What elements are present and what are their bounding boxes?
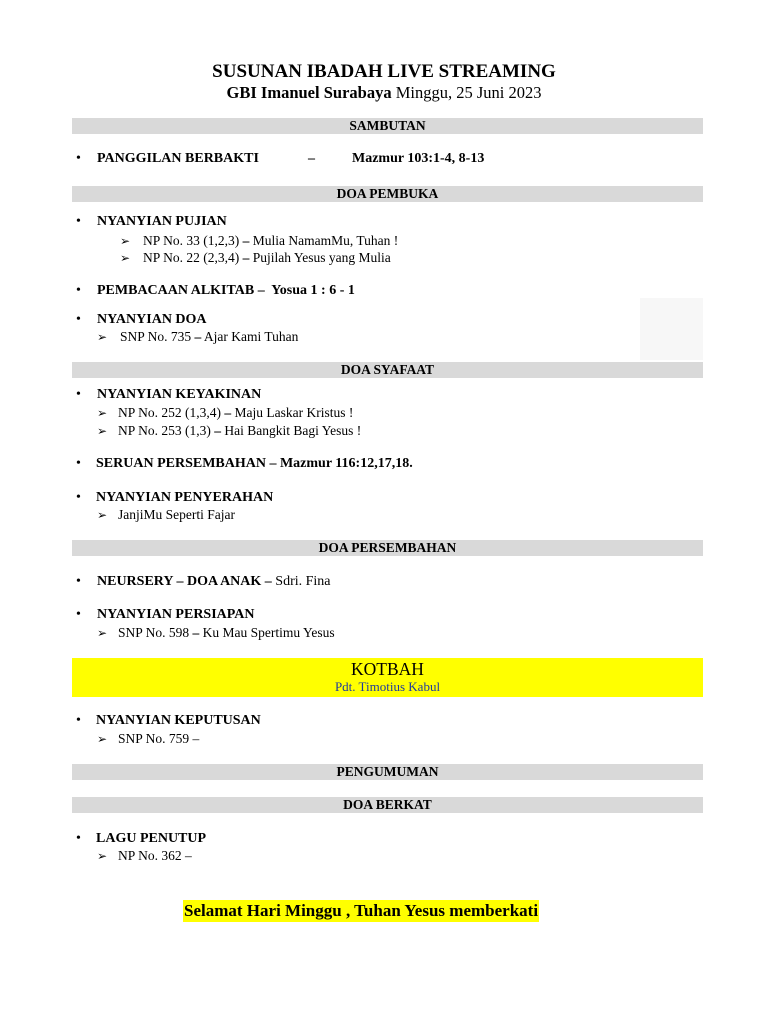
kotbah-block: [72, 658, 703, 697]
arrow-icon: ➢: [97, 424, 108, 438]
bullet-icon: •: [76, 490, 81, 505]
arrow-icon: ➢: [120, 251, 131, 265]
arrow-icon: ➢: [120, 234, 131, 248]
item-label: PANGGILAN BERBAKTI: [97, 151, 259, 166]
item-panggilan-dash: –: [308, 151, 315, 166]
page-subtitle: [0, 83, 768, 103]
arrow-icon: ➢: [97, 626, 108, 640]
bullet-icon: •: [76, 831, 81, 846]
bullet-icon: •: [76, 607, 81, 622]
song-item: SNP No. 735 – Ajar Kami Tuhan: [120, 329, 299, 344]
bullet-icon: •: [76, 713, 81, 728]
bullet-icon: •: [76, 214, 81, 229]
item-panggilan-ref: Mazmur 103:1-4, 8-13: [352, 151, 485, 166]
bullet-icon: •: [76, 283, 81, 298]
arrow-icon: ➢: [97, 508, 108, 522]
item-neursery: NEURSERY – DOA ANAK – Sdri. Fina: [97, 574, 331, 589]
closing-message: Selamat Hari Minggu , Tuhan Yesus memberkati: [184, 901, 539, 920]
section-pengumuman: PENGUMUMAN: [72, 764, 703, 780]
arrow-icon: ➢: [97, 849, 108, 863]
bullet-icon: •: [76, 456, 81, 471]
song-item: NP No. 22 (2,3,4) – Pujilah Yesus yang Mulia: [143, 250, 391, 265]
bullet-icon: •: [76, 387, 81, 402]
item-nyanyian-doa: NYANYIAN DOA: [97, 312, 207, 327]
kotbah-title: KOTBAH: [351, 659, 424, 679]
song-item: NP No. 362 –: [118, 848, 192, 863]
section-doa-berkat: DOA BERKAT: [72, 797, 703, 813]
section-doa-pembuka: DOA PEMBUKA: [72, 186, 703, 202]
section-doa-syafaat: DOA SYAFAAT: [72, 362, 703, 378]
arrow-icon: ➢: [97, 732, 108, 746]
bullet-icon: •: [76, 151, 81, 166]
item-penutup: LAGU PENUTUP: [96, 831, 207, 846]
item-pujian: NYANYIAN PUJIAN: [97, 214, 227, 229]
service-date: Minggu, 25 Juni 2023: [395, 83, 542, 102]
song-item: NP No. 253 (1,3) – Hai Bangkit Bagi Yesus !: [118, 423, 362, 438]
item-penyerahan: NYANYIAN PENYERAHAN: [96, 490, 274, 505]
arrow-icon: ➢: [97, 330, 108, 344]
song-item: NP No. 33 (1,2,3) – Mulia NamamMu, Tuhan !: [143, 233, 399, 248]
song-item: SNP No. 759 –: [118, 731, 200, 746]
item-panggilan: [97, 151, 259, 167]
item-persiapan: NYANYIAN PERSIAPAN: [97, 607, 255, 622]
preacher-name: Pdt. Timotius Kabul: [334, 679, 441, 694]
bullet-icon: •: [76, 312, 81, 327]
church-name: GBI Imanuel Surabaya: [226, 83, 392, 102]
table-cell-shade: [640, 298, 703, 360]
song-item: SNP No. 598 – Ku Mau Spertimu Yesus: [118, 625, 335, 640]
section-doa-persembahan: DOA PERSEMBAHAN: [72, 540, 703, 556]
item-keputusan: NYANYIAN KEPUTUSAN: [96, 713, 261, 728]
item-pembacaan: PEMBACAAN ALKITAB – Yosua 1 : 6 - 1: [97, 283, 355, 298]
song-item: NP No. 252 (1,3,4) – Maju Laskar Kristus !: [118, 405, 354, 420]
item-keyakinan: NYANYIAN KEYAKINAN: [97, 387, 262, 402]
bullet-icon: •: [76, 574, 81, 589]
arrow-icon: ➢: [97, 406, 108, 420]
item-seruan: SERUAN PERSEMBAHAN – Mazmur 116:12,17,18.: [96, 456, 413, 471]
page-title: SUSUNAN IBADAH LIVE STREAMING: [212, 61, 556, 82]
section-sambutan: SAMBUTAN: [72, 118, 703, 134]
song-item: JanjiMu Seperti Fajar: [118, 507, 235, 522]
